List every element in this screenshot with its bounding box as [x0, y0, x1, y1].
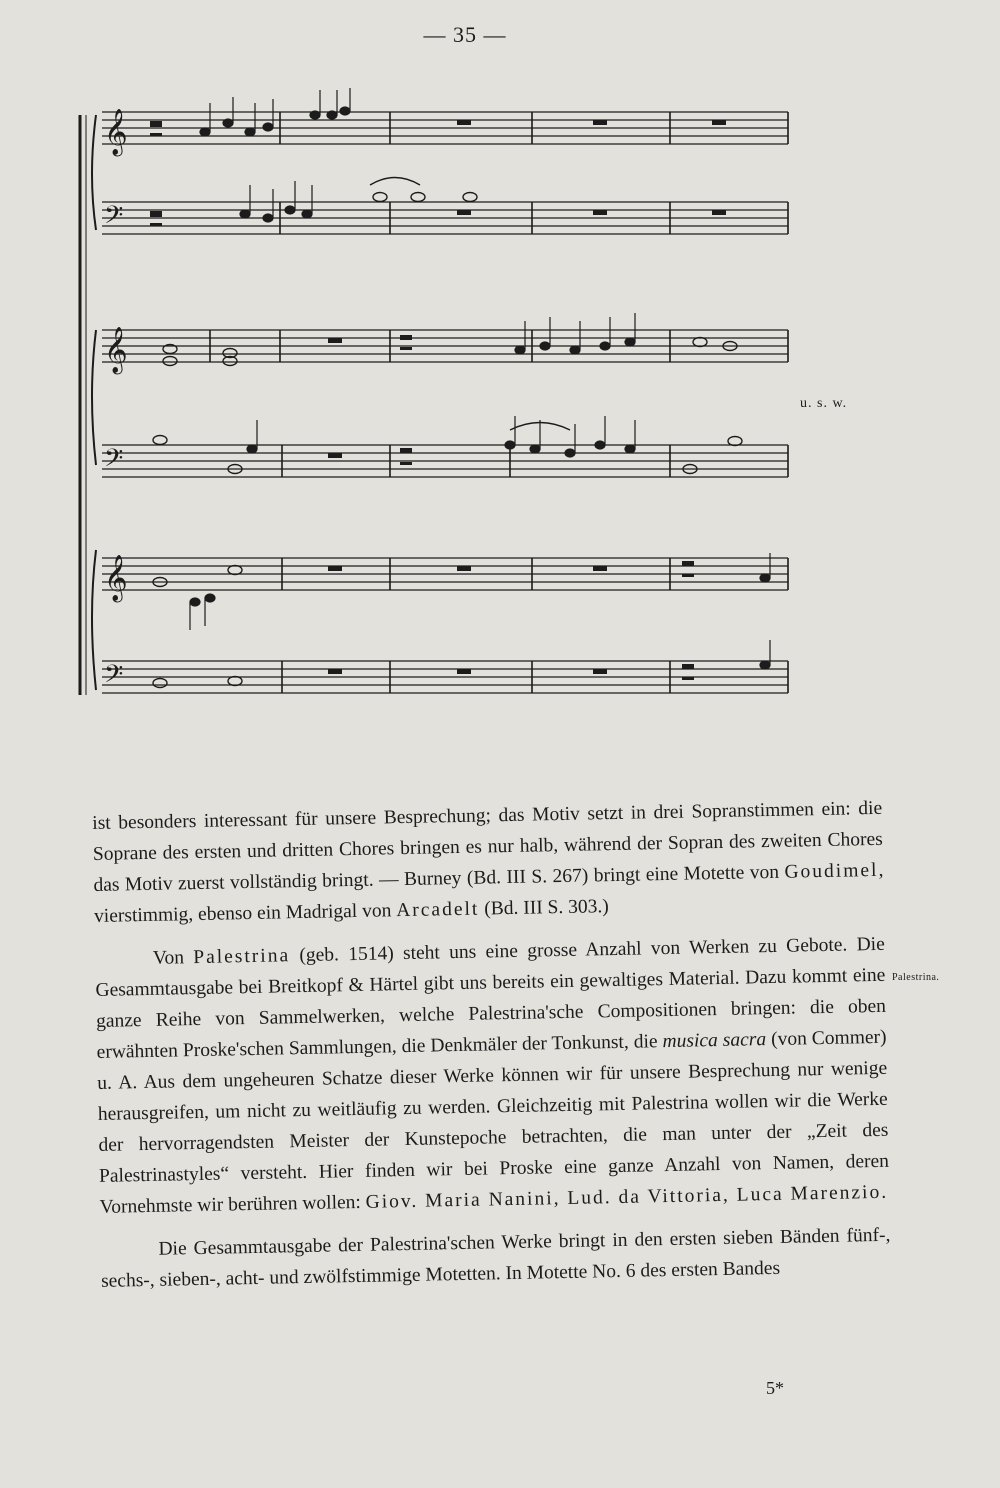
- svg-text:𝄢: 𝄢: [104, 444, 124, 479]
- page-number: — 35 —: [423, 22, 507, 47]
- svg-text:𝄞: 𝄞: [104, 555, 128, 601]
- svg-text:𝄢: 𝄢: [104, 201, 124, 236]
- paragraph-3: Die Gesammtausgabe der Palestrina'schen Werke bringt in den ersten sieben Bänden fünf-, sechs-, sieben-, acht- und zwölfstimmige Motetten. In Motette No. 6 des ersten Bandes: [100, 1224, 891, 1292]
- score-ending-mark: u. s. w.: [800, 396, 848, 411]
- music-score: [70, 85, 870, 725]
- paragraph-1: ist besonders interessant für unsere Besprechung; das Motiv setzt in drei Sopranstimmen ein: die Soprane des ersten und dritten Chores bringen es nur halb, während der Sopran des zweiten Chores das Motiv zuerst vollständig bringt. — Burney (Bd. III S. 267) bringt eine Motette von Goudimel, vierstimmig, ebenso ein Madrigal von Arcadelt (Bd. III S. 303.): [92, 797, 884, 927]
- page-signature: 5*: [766, 1378, 784, 1398]
- staff-3: [102, 330, 788, 362]
- paragraph-2: Von Palestrina (geb. 1514) steht uns eine grosse Anzahl von Werken zu Gebote. Die Gesammtausgabe bei Breitkopf & Härtel gibt uns bereits ein gewaltiges Material. Dazu kommt eine ganze Reihe von Sammelwerken, welche Palestrina'sche Compositionen bringen: die oben erwähnten Proske'schen Sammlungen, die Denkmäler der Tonkunst, die musica sacra (von Commer) u. A. Aus dem ungeheuren Schatze dieser Werke können wir für unsere Besprechung nur wenige herausgreifen, um nicht zu weitläufig zu werden. Gleichzeitig mit Palestrina wollen wir die Werke der hervorragendsten Meister der Kunstepoche betrachten, die man unter der „Zeit des Palestrinastyles“ versteht. Hier finden wir bei Proske eine ganze Anzahl von Namen, deren Vornehmste wir berühren wollen: Giov. Maria Nanini, Lud. da Vittoria, Luca Marenzio.: [95, 933, 890, 1218]
- svg-text:𝄢: 𝄢: [104, 660, 124, 695]
- margin-note: Palestrina.: [892, 972, 940, 983]
- body-text: [92, 793, 891, 1297]
- svg-text:𝄞: 𝄞: [104, 109, 128, 155]
- svg-text:𝄞: 𝄞: [104, 327, 128, 373]
- staff-2: [102, 202, 788, 234]
